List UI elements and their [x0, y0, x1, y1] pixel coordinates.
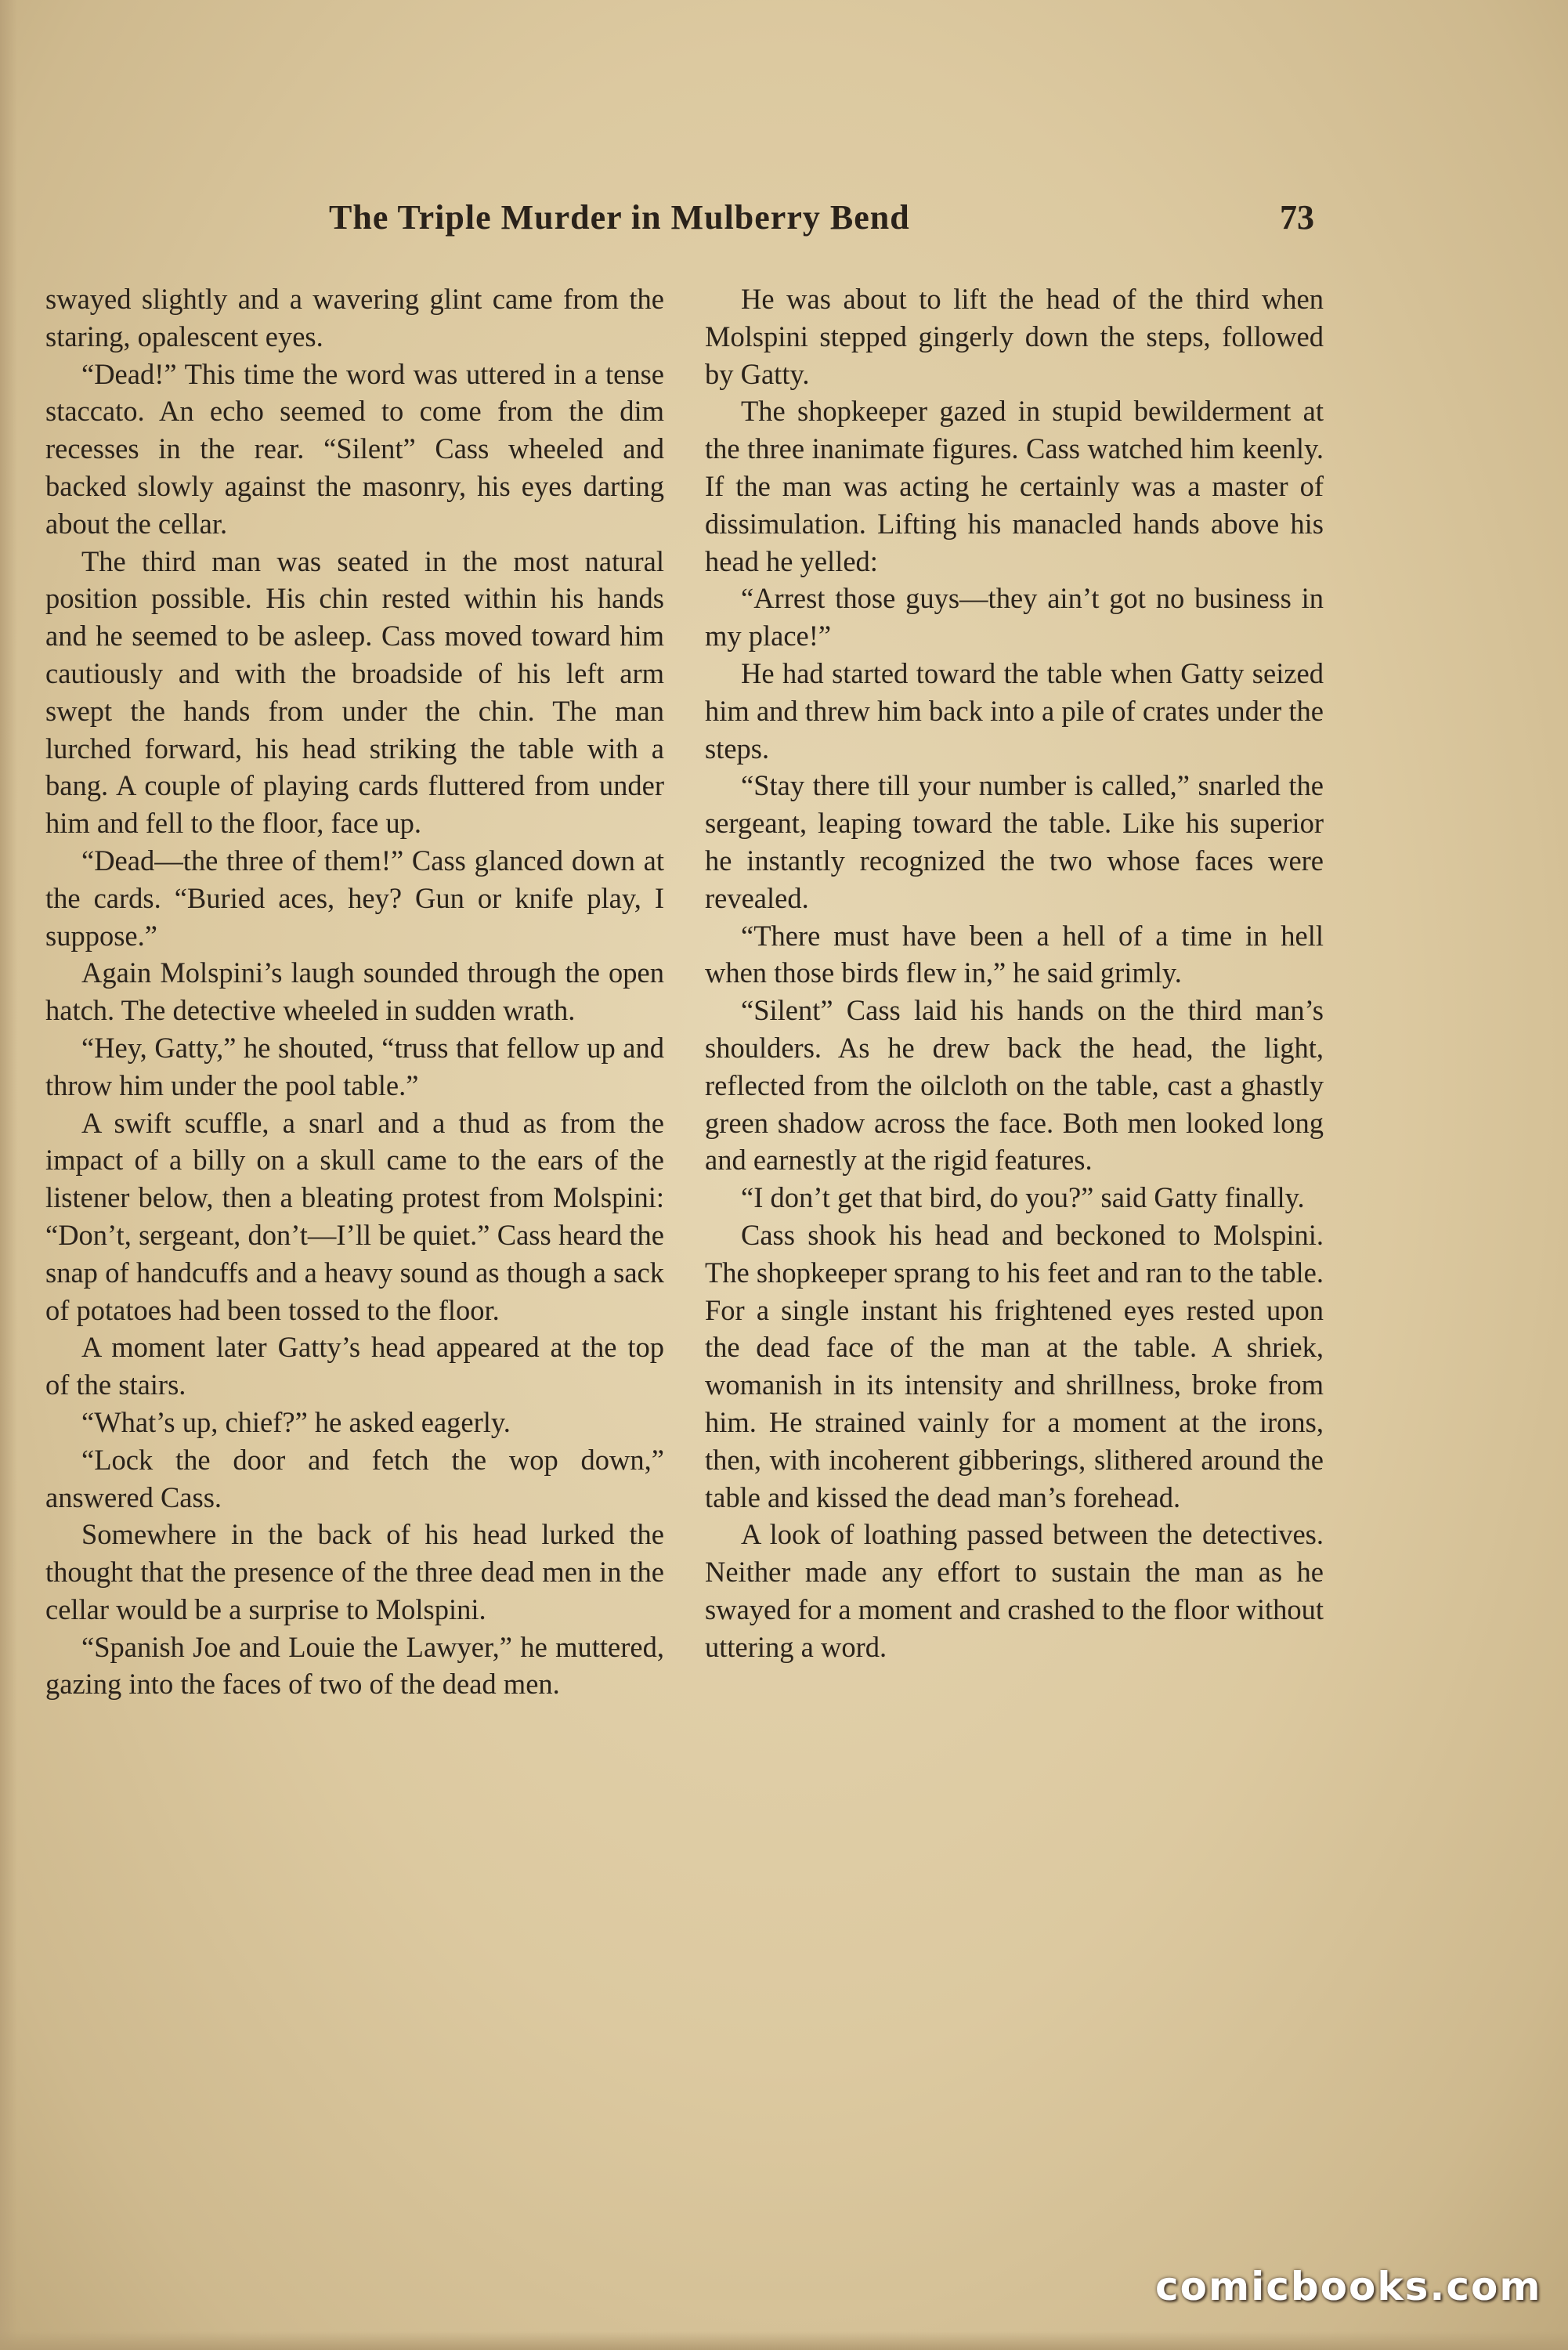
paragraph: A swift scuffle, a snarl and a thud as from the impact of a billy on a skull came to the ears of the listener below, then a bleating protest from Molspini: “Don’t, sergeant, don’t—I’ll be quiet.” Cass heard the snap of handcuffs and a heavy sound as though a sack of potatoes had been tossed to the floor. — [45, 1106, 664, 1326]
paragraph: “What’s up, chief?” he asked eagerly. — [81, 1405, 511, 1438]
paragraph: “Stay there till your number is called,” snarled the sergeant, leaping toward the table. Like his superior he instantly recognized the two whose faces were revealed. — [705, 769, 1324, 914]
paragraph: The third man was seated in the most natural position possible. His chin rested within his hands and he seemed to be asleep. Cass moved toward him cautiously and with the broadside of his left arm swept the hands from under the chin. The man lurched forward, his head striking the table with a bang. A couple of playing cards fluttered from under him and fell to the floor, face up. — [45, 544, 664, 840]
paragraph: swayed slightly and a wavering glint came from the staring, opalescent eyes. — [45, 283, 664, 352]
paragraph: Somewhere in the back of his head lurked the thought that the presence of the three dead men in the cellar would be a surprise to Molspini. — [45, 1518, 664, 1625]
text-column-left — [45, 280, 664, 1703]
paragraph: “Dead—the three of them!” Cass glanced down at the cards. “Buried aces, hey? Gun or knife play, I suppose.” — [45, 844, 664, 952]
paragraph: “Spanish Joe and Louie the Lawyer,” he muttered, gazing into the faces of two of the dead men. — [45, 1630, 664, 1701]
paragraph: A look of loathing passed between the detectives. Neither made any effort to sustain the man as he swayed for a moment and crashed to the floor without uttering a word. — [705, 1518, 1324, 1663]
paragraph: “Silent” Cass laid his hands on the third man’s shoulders. As he drew back the head, the light, reflected from the oilcloth on the table, cast a ghastly green shadow across the face. Both men looked long and earnestly at the rigid features. — [705, 994, 1324, 1177]
text-column-right — [705, 280, 1324, 1665]
page-edge-left — [0, 0, 17, 2350]
paragraph: A moment later Gatty’s head appeared at the top of the stairs. — [45, 1331, 664, 1401]
paragraph: “There must have been a hell of a time in hell when those birds flew in,” he said grimly. — [705, 919, 1324, 989]
paragraph: The shopkeeper gazed in stupid bewilderment at the three inanimate figures. Cass watched him keenly. If the man was acting he certainly was a master of dissimulation. Lifting his manacled hands above his head he yelled: — [705, 395, 1324, 577]
page-edge-bottom — [0, 2331, 1568, 2350]
paragraph: Again Molspini’s laugh sounded through the open hatch. The detective wheeled in sudden wrath. — [45, 956, 664, 1027]
site-watermark: comicbooks.com — [1155, 2264, 1542, 2309]
paragraph: “I don’t get that bird, do you?” said Gatty finally. — [741, 1181, 1305, 1214]
paragraph: “Arrest those guys—they ain’t got no business in my place!” — [705, 582, 1324, 653]
paragraph: He had started toward the table when Gatty seized him and threw him back into a pile of crates under the steps. — [705, 656, 1324, 765]
running-title: The Triple Murder in Mulberry Bend — [329, 198, 910, 237]
paragraph: He was about to lift the head of the third when Molspini stepped gingerly down the steps, followed by Gatty. — [705, 283, 1324, 390]
running-header — [0, 197, 1568, 244]
page-number: 73 — [1280, 198, 1314, 237]
paragraph: “Hey, Gatty,” he shouted, “truss that fellow up and throw him under the pool table.” — [45, 1031, 664, 1101]
paragraph: “Dead!” This time the word was uttered in a tense staccato. An echo seemed to come from the dim recesses in the rear. “Silent” Cass wheeled and backed slowly against the masonry, his eyes darting about the cellar. — [45, 357, 664, 540]
paragraph: “Lock the door and fetch the wop down,” answered Cass. — [45, 1443, 664, 1513]
paragraph: Cass shook his head and beckoned to Molspini. The shopkeeper sprang to his feet and ran to the table. For a single instant his frightened eyes rested upon the dead face of the man at the table. A shriek, womanish in its intensity and shrillness, broke from him. He strained vainly for a moment at the irons, then, with incoherent gibberings, slithered around the table and kissed the dead man’s forehead. — [705, 1218, 1324, 1513]
